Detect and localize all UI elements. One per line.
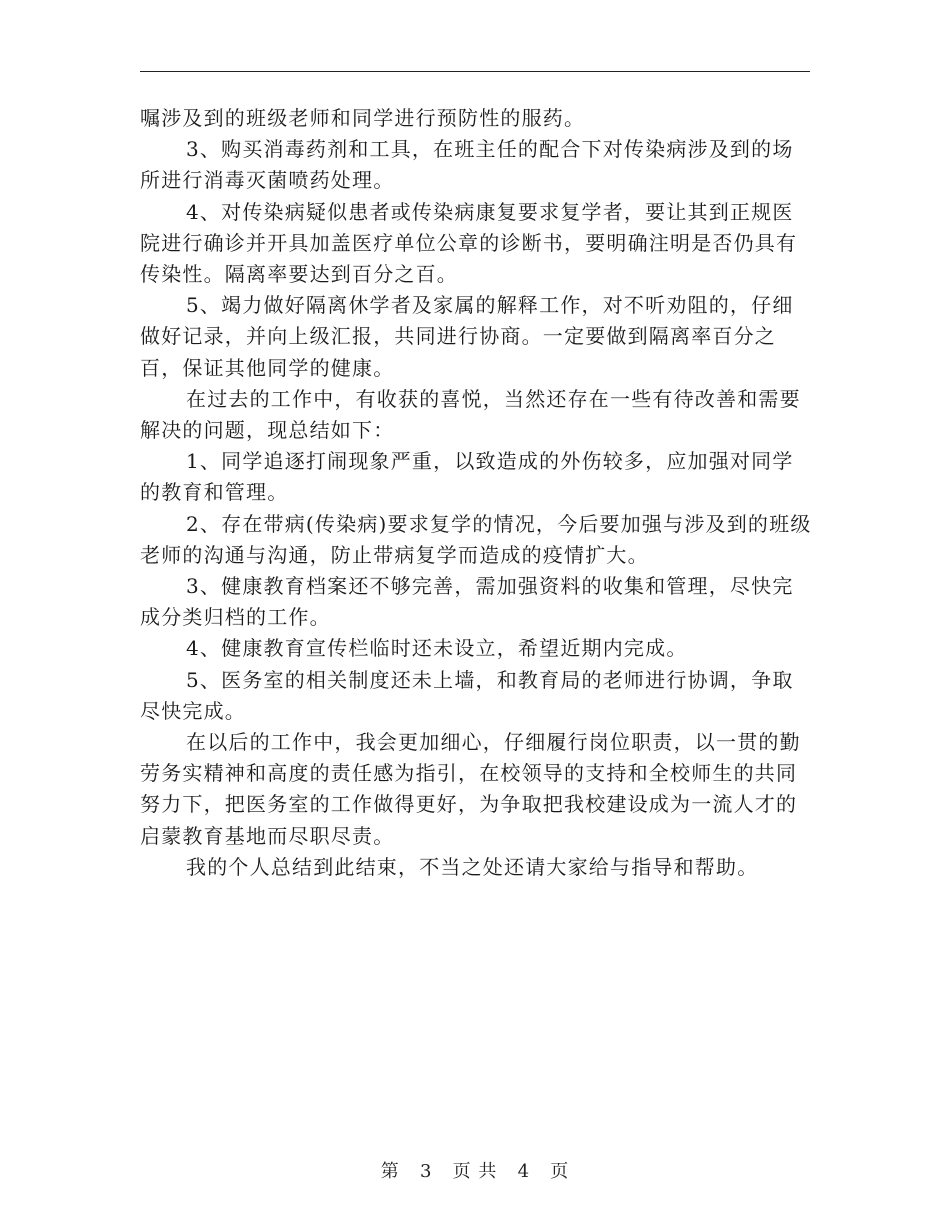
footer-middle: 页 共 [452, 1161, 498, 1182]
page-footer [0, 1157, 950, 1183]
footer-current-page: 3 [419, 1161, 433, 1182]
paragraph: 4、健康教育宣传栏临时还未设立，希望近期内完成。 [186, 636, 688, 661]
paragraph: 3、健康教育档案还不够完善，需加强资料的收集和管理，尽快完成分类归档的工作。 [140, 574, 794, 630]
document-body [140, 103, 812, 883]
paragraph: 我的个人总结到此结束，不当之处还请大家给与指导和帮助。 [186, 854, 759, 879]
paragraph: 5、医务室的相关制度还未上墙，和教育局的老师进行协调，争取尽快完成。 [140, 667, 794, 723]
paragraph: 3、购买消毒药剂和工具，在班主任的配合下对传染病涉及到的场所进行消毒灭菌喷药处理。 [140, 137, 794, 193]
paragraph: 在过去的工作中，有收获的喜悦，当然还存在一些有待改善和需要解决的问题，现总结如下： [140, 386, 801, 443]
paragraph: 2、存在带病(传染病)要求复学的情况，今后要加强与涉及到的班级老师的沟通与沟通，防止带病复学而造成的疫情扩大。 [140, 511, 812, 567]
footer-total-pages: 4 [517, 1161, 531, 1182]
paragraph: 在以后的工作中，我会更加细心，仔细履行岗位职责，以一贯的勤劳务实精神和高度的责任感为指引，在校领导的支持和全校师生的共同努力下，把医务室的工作做得更好，为争取把我校建设成为一流人才的启蒙教育基地而尽职尽责。 [140, 730, 801, 848]
paragraph: 1、同学追逐打闹现象严重，以致造成的外伤较多，应加强对同学的教育和管理。 [140, 449, 794, 505]
paragraph: 5、竭力做好隔离休学者及家属的解释工作，对不听劝阻的，仔细做好记录，并向上级汇报，共同进行协商。一定要做到隔离率百分之百，保证其他同学的健康。 [140, 293, 794, 380]
footer-suffix: 页 [550, 1161, 570, 1182]
paragraph: 嘱涉及到的班级老师和同学进行预防性的服药。 [140, 106, 586, 130]
header-rule [140, 71, 810, 72]
footer-prefix: 第 [380, 1161, 400, 1182]
paragraph: 4、对传染病疑似患者或传染病康复要求复学者，要让其到正规医院进行确诊并开具加盖医疗单位公章的诊断书，要明确注明是否仍具有传染性。隔离率要达到百分之百。 [140, 199, 798, 287]
